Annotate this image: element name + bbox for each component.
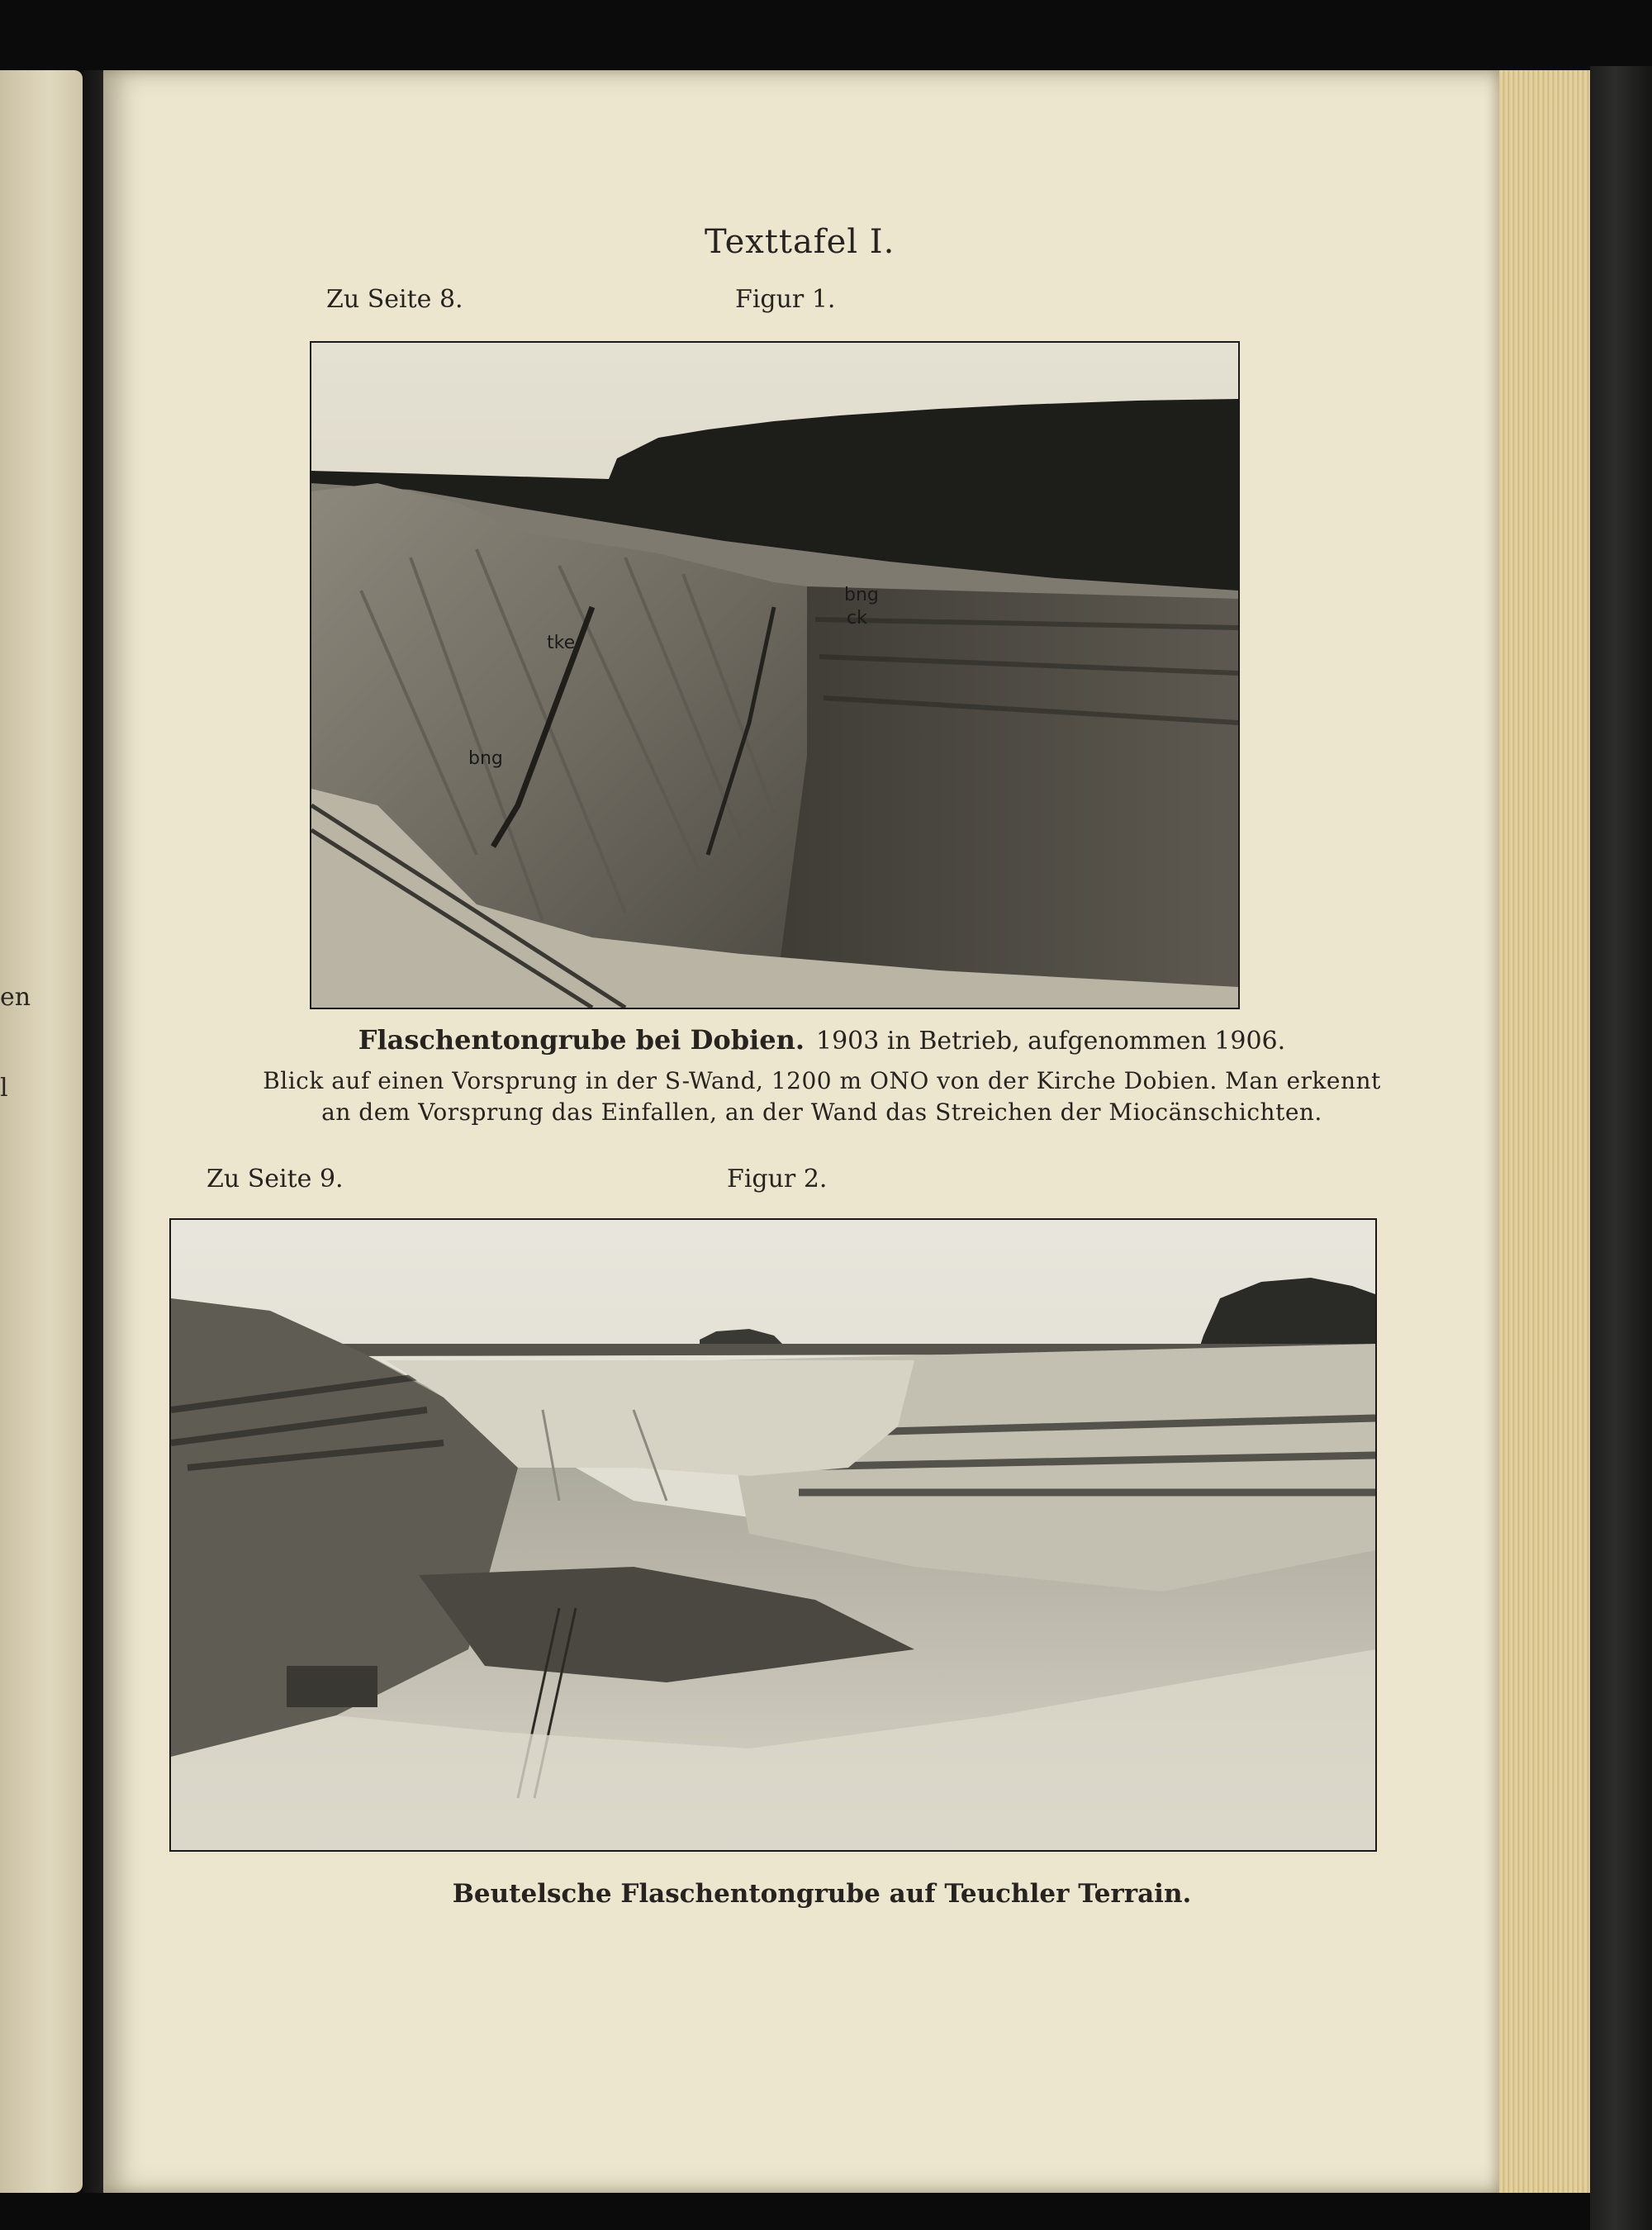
- figure1-description-line2: an dem Vorsprung das Einfallen, an der Wand das Streichen der Miocänschichten.: [321, 1098, 1322, 1126]
- photo-label-bng-lower: bng: [468, 748, 503, 769]
- left-page-fragment: en: [0, 983, 31, 1012]
- figure1-caption: [206, 1024, 1437, 1056]
- figure1-description-line1: Blick auf einen Vorsprung in der S-Wand, 1200 m ONO von der Kirche Dobien. Man erkennt: [263, 1067, 1381, 1094]
- left-page-fragment: l: [0, 1074, 8, 1103]
- figure1-photo: [310, 341, 1240, 1009]
- book-cover: [1590, 66, 1652, 2230]
- figure2-photo: [169, 1218, 1377, 1852]
- figure1-caption-rest: 1903 in Betrieb, aufgenommen 1906.: [815, 1027, 1286, 1056]
- figure1-page-ref: Zu Seite 8.: [326, 285, 463, 314]
- photo-label-tke: tke: [547, 633, 576, 653]
- clay-pit-photo-1: [311, 343, 1238, 1008]
- figure1-label: Figur 1.: [735, 285, 836, 314]
- figure1-caption-title: Flaschentongrube bei Dobien.: [358, 1024, 805, 1056]
- photo-label-ck: ck: [847, 608, 867, 629]
- book-page: [103, 70, 1499, 2193]
- clay-pit-photo-2: [171, 1220, 1375, 1850]
- figure2-page-ref: Zu Seite 9.: [206, 1165, 344, 1193]
- plate-title: Texttafel I.: [705, 223, 895, 261]
- left-facing-page: [0, 70, 83, 2193]
- figure2-caption: Beutelsche Flaschentongrube auf Teuchler Terrain.: [452, 1879, 1192, 1909]
- photo-label-bng-upper: bng: [844, 585, 879, 605]
- page-edges: [1499, 70, 1590, 2193]
- figure2-label: Figur 2.: [727, 1165, 828, 1193]
